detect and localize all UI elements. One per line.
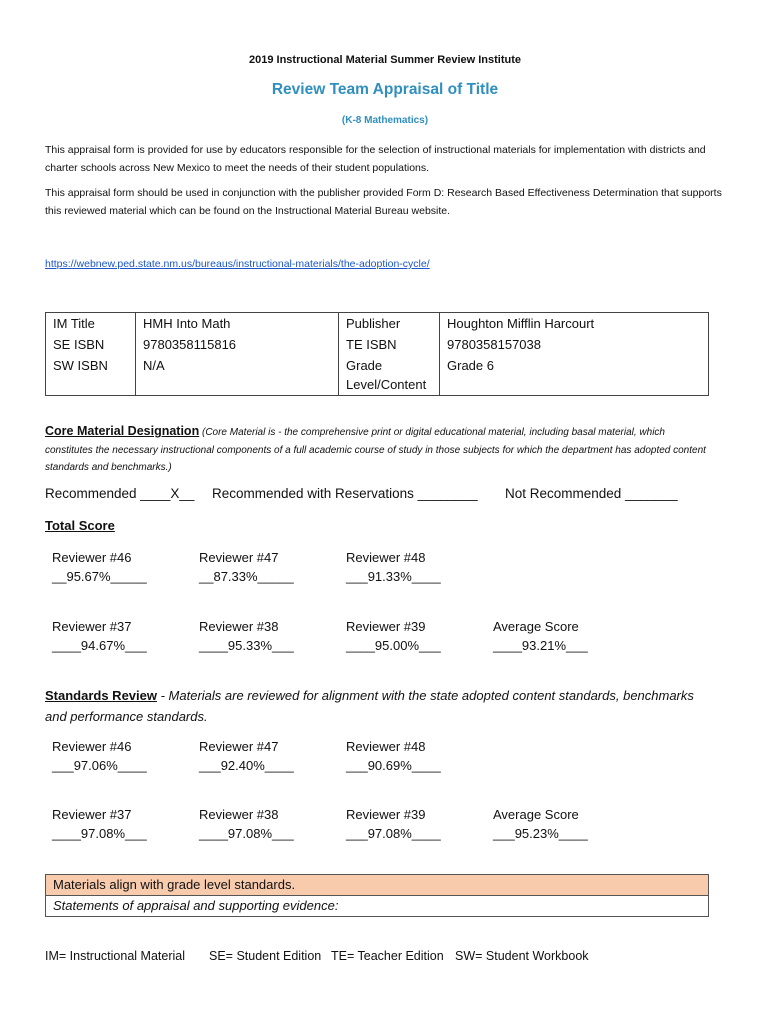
intro-paragraph-1: This appraisal form is provided for use by educators responsible for the selection of instructional materials for implementation with districts and charter schools across New Mexico to meet the needs of their student populations. [45,144,706,174]
table-cell: 9780358157038 [440,334,709,355]
standards-average-score [493,805,588,843]
reviewer-label: Reviewer #39 [346,807,426,822]
reviewer-label: Reviewer #39 [346,619,426,634]
table-cell: SW ISBN [46,355,136,396]
institute-heading: 2019 Instructional Material Summer Review Institute [248,54,522,66]
table-cell: Houghton Mifflin Harcourt [440,313,709,335]
total-reviewer-47 [199,548,294,586]
table-cell: N/A [136,355,339,396]
reviewer-score: ____97.08%___ [52,826,147,841]
page-title: Review Team Appraisal of Title [271,81,499,98]
table-row [46,313,709,335]
standards-reviewer-48 [346,737,441,775]
reviewer-score: ___90.69%____ [346,758,441,773]
standards-reviewer-38 [199,805,294,843]
reviewer-label: Reviewer #37 [52,807,132,822]
reviewer-score: ___91.33%____ [346,569,441,584]
reviewer-score: ___97.08%____ [346,826,441,841]
option-not-recommended: Not Recommended _______ [505,486,678,501]
reviewer-score: ____97.08%___ [199,826,294,841]
total-average-score [493,617,588,655]
footer-sw-legend: SW= Student Workbook [455,949,589,963]
footer-te-legend: TE= Teacher Edition [331,949,444,963]
total-reviewer-37 [52,617,147,655]
reviewer-label: Reviewer #48 [346,739,426,754]
table-cell: Grade 6 [440,355,709,396]
standards-reviewer-39 [346,805,441,843]
standards-review-description: - Materials are reviewed for alignment with the state adopted content standards, benchmarks and performance standards. [45,688,694,724]
reviewer-label: Reviewer #46 [52,739,132,754]
standards-reviewer-37 [52,805,147,843]
footer-se-legend: SE= Student Edition [209,949,322,963]
standards-reviewer-47 [199,737,294,775]
reviewer-score: ___97.06%____ [52,758,147,773]
standards-review-heading: Standards Review [45,688,157,703]
reviewer-label: Reviewer #38 [199,807,279,822]
reviewer-score: __95.67%_____ [52,569,147,584]
reviewer-score: ____94.67%___ [52,638,147,653]
reviewer-score: __87.33%_____ [199,569,294,584]
total-score-heading: Total Score [45,518,115,533]
reviewer-label: Reviewer #47 [199,739,279,754]
table-row [46,334,709,355]
core-material-designation [45,423,715,477]
table-cell: TE ISBN [339,334,440,355]
option-recommended-with-reservations: Recommended with Reservations ________ [212,486,478,501]
table-cell: SE ISBN [46,334,136,355]
adoption-cycle-link[interactable]: https://webnew.ped.state.nm.us/bureaus/instructional-materials/the-adoption-cycle/ [45,258,430,270]
reviewer-score: ___95.23%____ [493,826,588,841]
table-row [46,355,709,396]
standards-reviewer-46 [52,737,147,775]
reviewer-score: ____93.21%___ [493,638,588,653]
total-reviewer-38 [199,617,294,655]
alignment-statement: Materials align with grade level standards. [46,875,708,896]
page-subtitle: (K-8 Mathematics) [341,115,429,126]
reviewer-label: Reviewer #37 [52,619,132,634]
reviewer-score: ___92.40%____ [199,758,294,773]
reviewer-label: Reviewer #46 [52,550,132,565]
total-reviewer-46 [52,548,147,586]
reviewer-label: Average Score [493,807,579,822]
table-cell: IM Title [46,313,136,335]
reviewer-label: Reviewer #48 [346,550,426,565]
reviewer-score: ____95.00%___ [346,638,441,653]
evidence-table [45,874,709,917]
core-heading: Core Material Designation [45,424,200,438]
footer-im-legend: IM= Instructional Material [45,949,185,963]
table-cell: HMH Into Math [136,313,339,335]
table-cell: 9780358115816 [136,334,339,355]
material-info-table [45,312,709,396]
total-reviewer-48 [346,548,441,586]
core-description: (Core Material is - the comprehensive print or digital educational material, including basal material, which constitutes the necessary instructional components of a full academic course of study in those subjects for which the department has adopted content standards and benchmarks.) [45,427,706,473]
table-cell: Grade Level/Content [339,355,440,396]
standards-review [45,685,695,727]
reviewer-label: Reviewer #38 [199,619,279,634]
reviewer-label: Reviewer #47 [199,550,279,565]
intro-paragraph-2: This appraisal form should be used in conjunction with the publisher provided Form D: Research Based Effectiveness Determination that supports this reviewed material which can be found on the Instructional Material Bureau website. [45,187,722,217]
reviewer-score: ____95.33%___ [199,638,294,653]
evidence-prompt: Statements of appraisal and supporting evidence: [53,898,339,913]
total-reviewer-39 [346,617,441,655]
reviewer-label: Average Score [493,619,579,634]
option-recommended: Recommended ____X__ [45,486,195,501]
table-cell: Publisher [339,313,440,335]
